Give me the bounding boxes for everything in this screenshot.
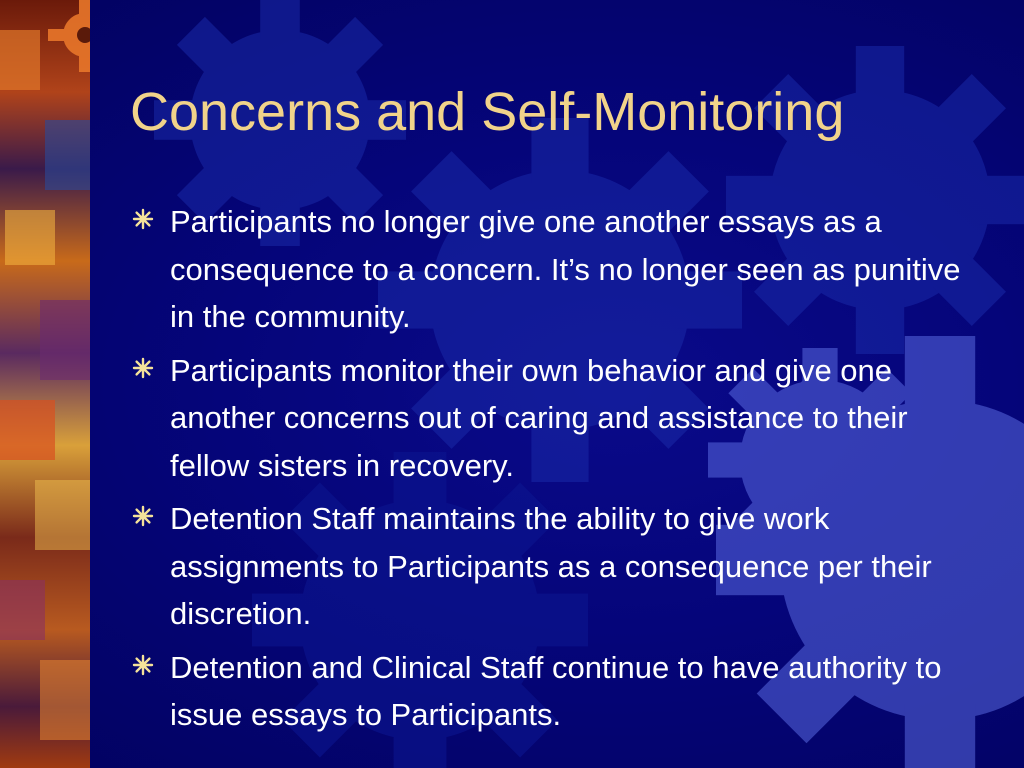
bullet-text: Detention Staff maintains the ability to give work assignments to Participants as a consequence per their discretion. [170, 501, 932, 631]
sunburst-bullet-icon [132, 654, 154, 676]
slide-title: Concerns and Self-Monitoring [130, 82, 845, 142]
bullet-text: Participants monitor their own behavior and give one another concerns out of caring and assistance to their fellow sisters in recovery. [170, 352, 908, 483]
bullet-item [132, 644, 992, 739]
bullet-item [132, 198, 992, 341]
bullet-list [132, 198, 992, 745]
bullet-text: Participants no longer give one another essays as a consequence to a concern. It’s no longer seen as punitive in the community. [170, 204, 961, 334]
bullet-item [132, 347, 992, 490]
bullet-item [132, 495, 992, 638]
sunburst-bullet-icon [132, 505, 154, 527]
sunburst-bullet-icon [132, 357, 154, 379]
bullet-text: Detention and Clinical Staff continue to have authority to issue essays to Participants. [170, 649, 942, 732]
sunburst-bullet-icon [132, 208, 154, 230]
